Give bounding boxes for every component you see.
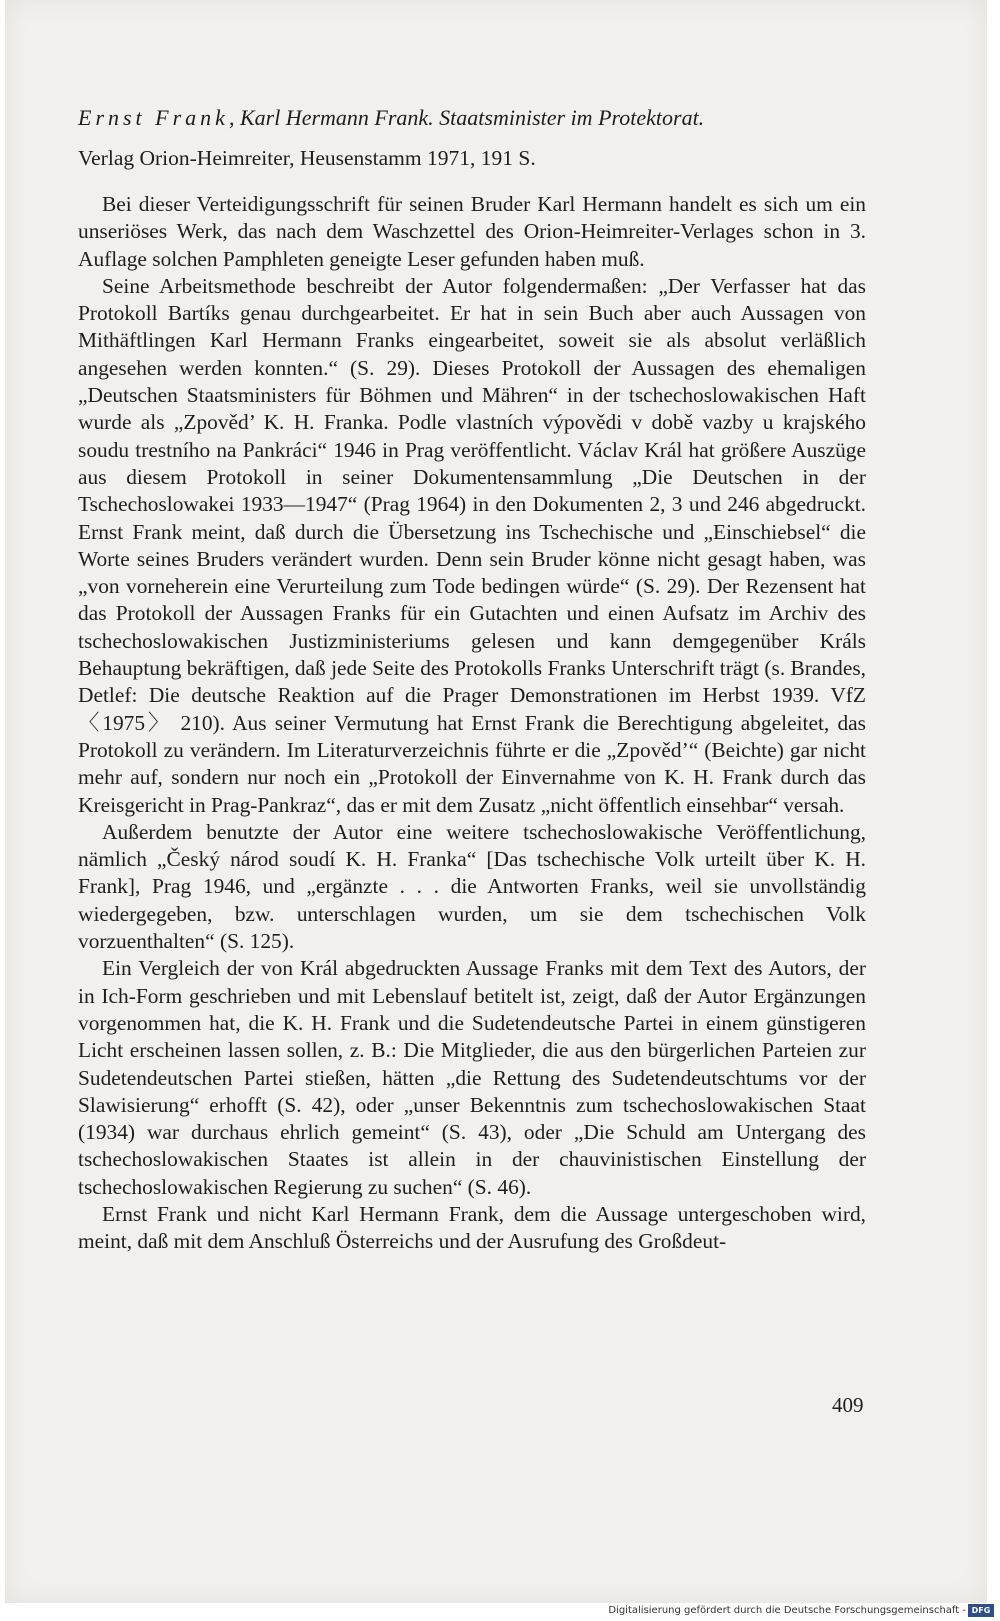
page-number: 409 <box>832 1393 864 1417</box>
dfg-logo-icon: DFG <box>968 1604 994 1617</box>
author-separator: , <box>228 105 240 130</box>
paragraph-3: Außerdem benutzte der Autor eine weitere tschechoslowakische Veröffentlichung, nämlich „Český národ soudí K. H. Franka“ [Das tschechische Volk urteilt über K. H. Frank], Prag 1946, und „ergänzte . . . die Antworten Franks, weil sie unvollständig wiedergegeben, bzw. unterschlagen wurden, um sie dem tschechischen Volk vorzuenthalten“ (S. 125). <box>78 819 866 954</box>
paragraph-1: Bei dieser Verteidigungsschrift für seinen Bruder Karl Hermann handelt es sich um ein unseriöses Werk, das nach dem Waschzettel des Orion-Heimreiter-Verlages schon in 3. Auflage solchen Pamphleten geneigte Leser gefunden haben muß. <box>78 192 866 271</box>
review-citation <box>78 103 866 133</box>
publisher-info: Verlag Orion-Heimreiter, Heusenstamm 1971, 191 S. <box>78 146 536 170</box>
reviewed-book-title: Karl Hermann Frank. Staatsminister im Protektorat. <box>239 105 705 130</box>
paragraph-4: Ein Vergleich der von Král abgedruckten Aussage Franks mit dem Text des Autors, der in Ich-Form geschrieben und mit Lebenslauf betitelt ist, zeigt, daß der Autor Ergänzungen vorgenommen hat, die K. H. Frank und die Sudetendeutsche Partei in einem günstigeren Licht erscheinen lassen sollen, z. B.: Die Mitglieder, die aus den bürgerlichen Parteien zur Sudetendeutschen Partei stießen, hätten „die Rettung des Sudetendeutschtums vor der Slawisierung“ erhofft (S. 42), oder „unser Bekenntnis zum tschechoslowakischen Staat (1934) war durchaus ehrlich gemeint“ (S. 43), oder „Die Schuld am Untergang des tschechoslowakischen Staates ist allein in der chauvinistischen Einstellung der tschechoslowakischen Regierung zu suchen“ (S. 46). <box>78 956 866 1199</box>
paragraph-2: Seine Arbeitsmethode beschreibt der Autor folgendermaßen: „Der Verfasser hat das Protokoll Bartíks genau durchgearbeitet. Er hat in sein Buch aber auch Aussagen von Mithäftlingen Karl Hermann Franks eingearbeitet, soweit sie als absolut verläßlich angesehen werden konnten.“ (S. 29). Dieses Protokoll der Aussagen des ehemaligen „Deutschen Staatsministers für Böhmen und Mähren“ in der tschechoslowakischen Haft wurde als „Zpověd’ K. H. Franka. Podle vlastních výpovědi v době vazby u krajského soudu trestního na Pankráci“ 1946 in Prag veröffentlicht. Václav Král hat größere Auszüge aus diesem Protokoll in seiner Dokumentensammlung „Die Deutschen in der Tschechoslowakei 1933—1947“ (Prag 1964) in den Dokumenten 2, 3 und 246 abgedruckt. Ernst Frank meint, daß durch die Übersetzung ins Tschechische und „Einschiebsel“ die Worte seines Bruders verändert wurden. Denn sein Bruder könne nicht gesagt haben, was „von vorneherein eine Verurteilung zum Tode bedingen würde“ (S. 29). Der Rezensent hat das Protokoll der Aussagen Franks für ein Gutachten und einen Aufsatz im Archiv des tschechoslowakischen Justizministeriums gelesen und kann demgegenüber Králs Behauptung bekräftigen, daß jede Seite des Protokolls Franks Unterschrift trägt (s. Brandes, Detlef: Die deutsche Reaktion auf die Prager Demonstrationen im Herbst 1939. VfZ 〈1975〉 210). Aus seiner Vermutung hat Ernst Frank die Berechtigung abgeleitet, das Protokoll zu verändern. Im Literaturverzeichnis führte er die „Zpověd’“ (Beichte) gar nicht mehr auf, sondern nur noch ein „Protokoll der Einvernahme von K. H. Frank durch das Kreisgericht in Prag-Pankraz“, das er mit dem Zusatz „nicht öffentlich einsehbar“ versah. <box>78 273 866 817</box>
reviewed-author: Ernst Frank <box>78 105 229 130</box>
paragraph-5: Ernst Frank und nicht Karl Hermann Frank, dem die Aussage untergeschoben wird, meint, daß mit dem Anschluß Österreichs und der Ausrufung des Großdeut- <box>78 1201 866 1254</box>
funding-notice: Digitalisierung gefördert durch die Deutsche Forschungsgemeinschaft - <box>608 1605 966 1616</box>
page-content <box>78 103 866 1256</box>
